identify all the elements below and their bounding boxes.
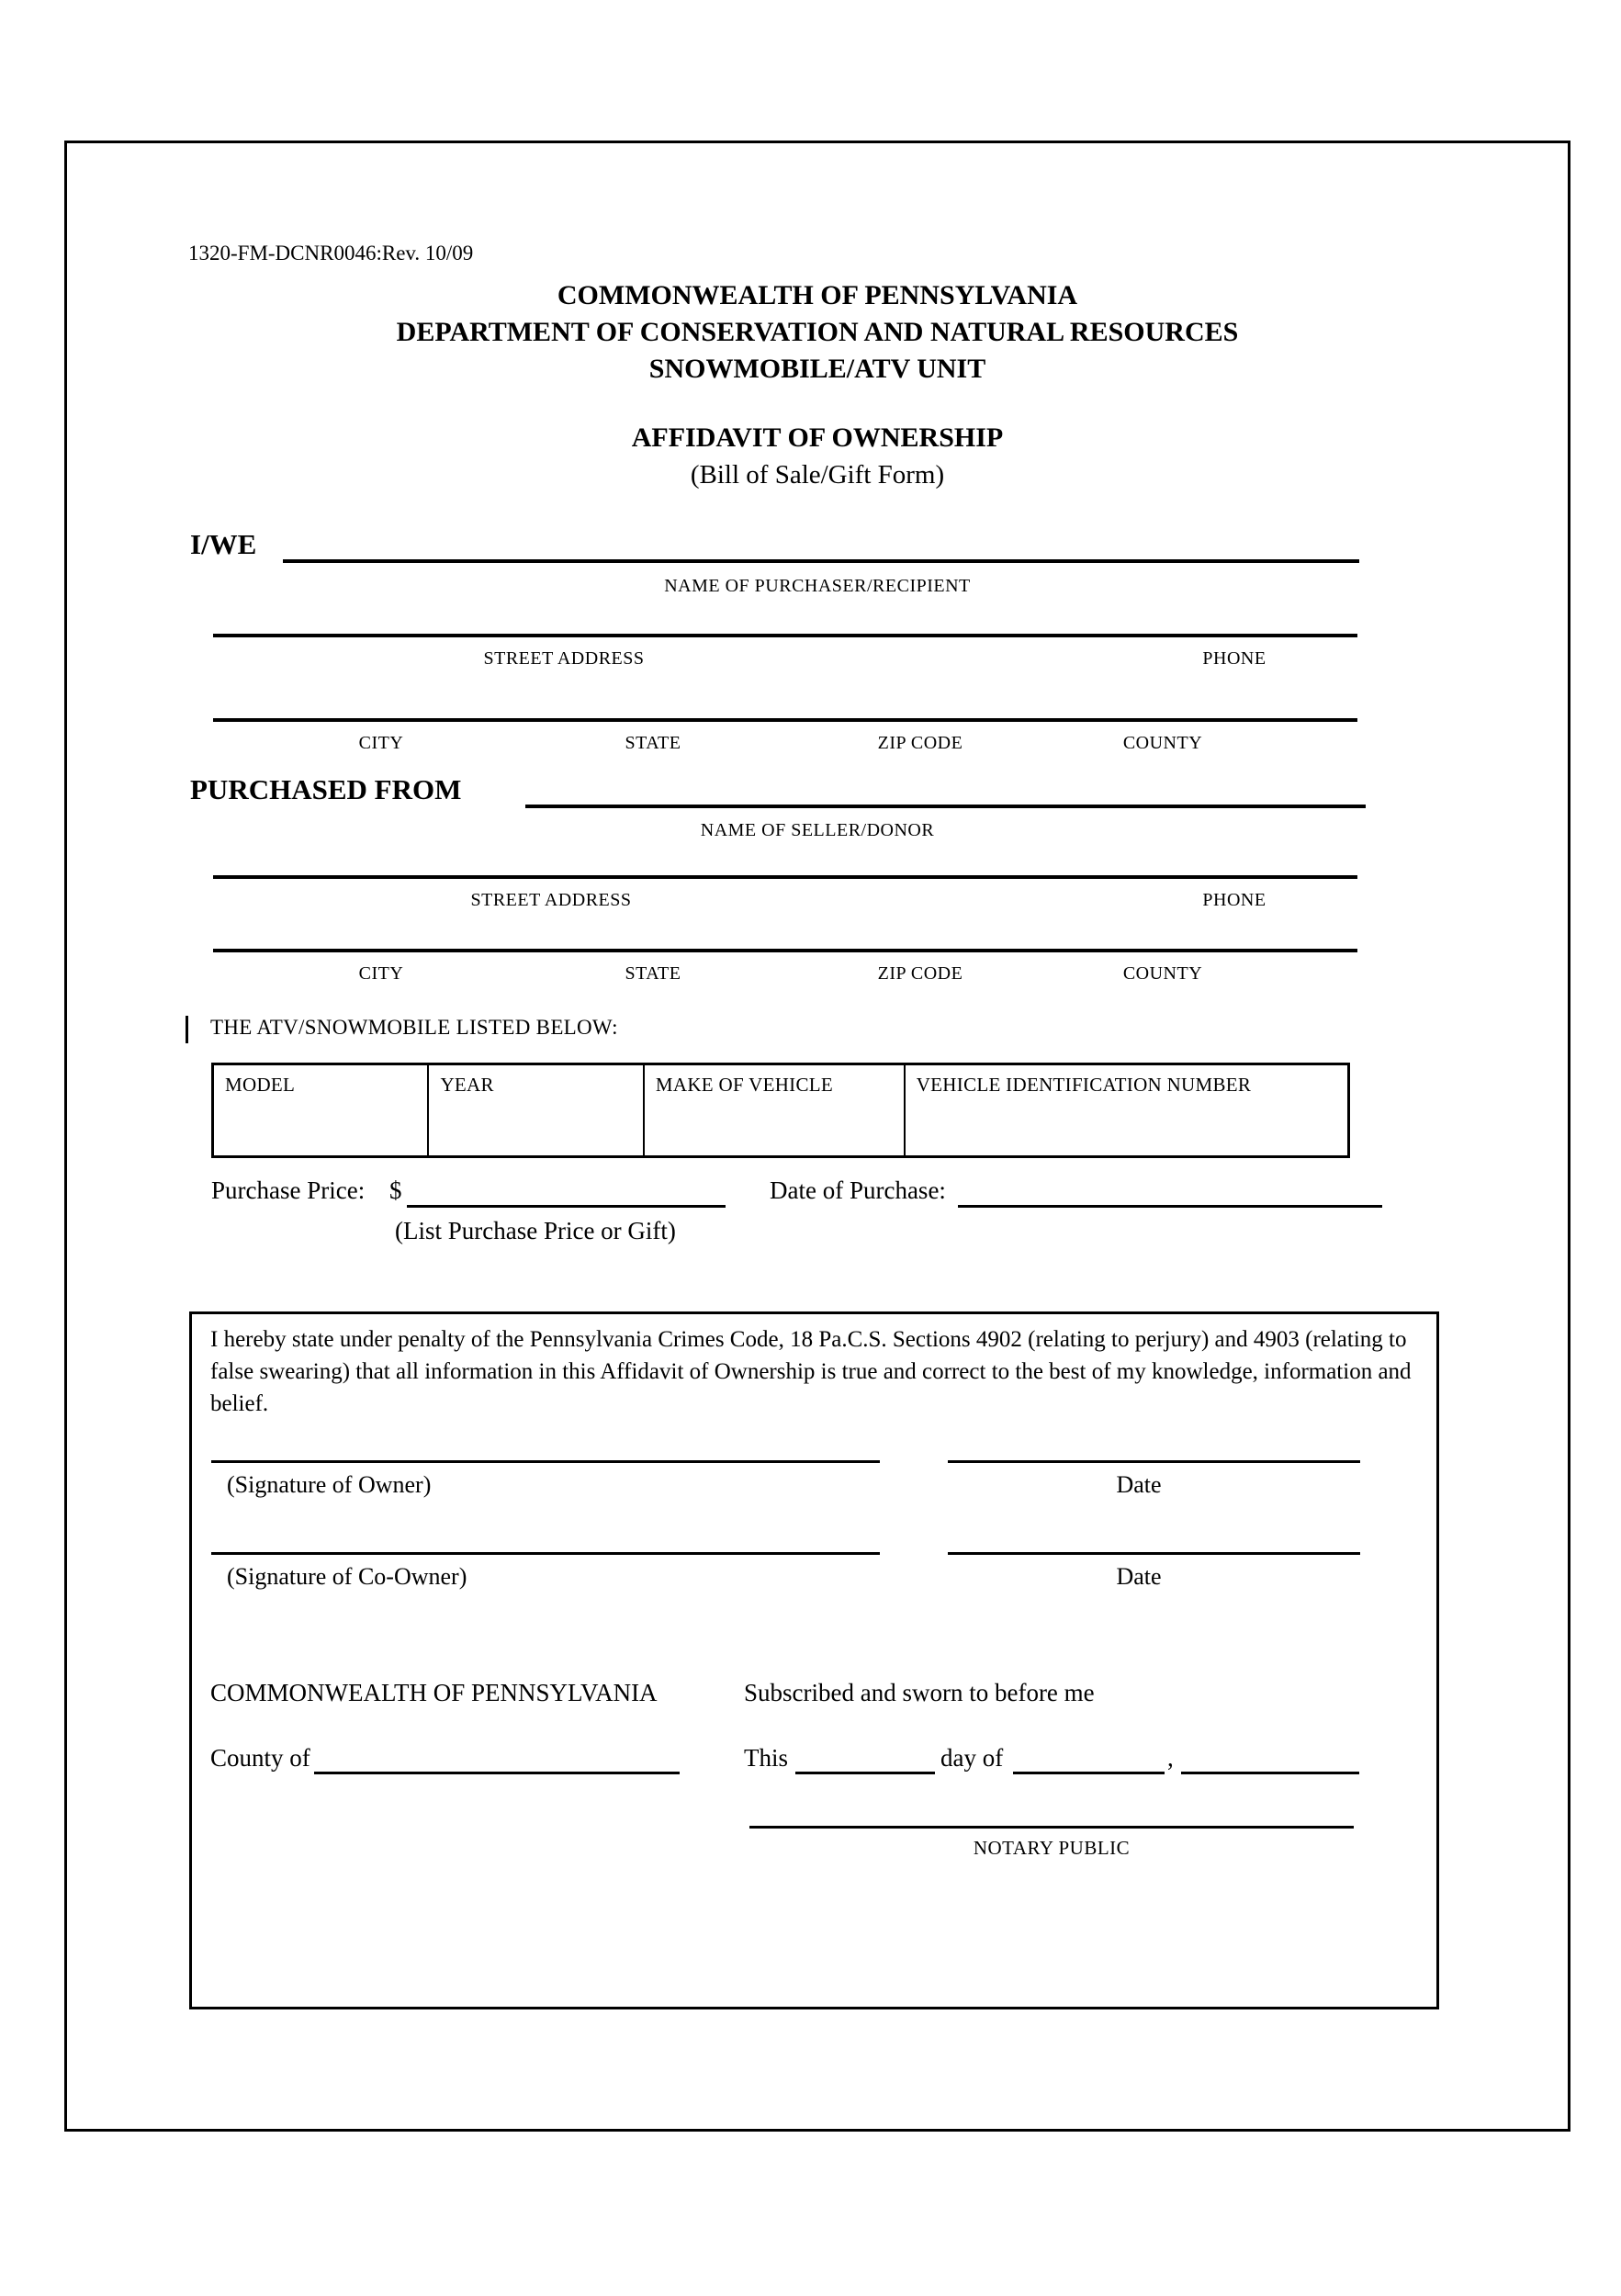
purchase-date-field[interactable]: [958, 1176, 1382, 1208]
coowner-signature-field[interactable]: [211, 1552, 880, 1555]
header-org-line2: DEPARTMENT OF CONSERVATION AND NATURAL RESOURCES: [396, 317, 1239, 347]
notary-county-field[interactable]: [314, 1744, 680, 1774]
header-org-line3: SNOWMOBILE/ATV UNIT: [648, 354, 986, 384]
notary-sworn-label: Subscribed and sworn to before me: [744, 1679, 1095, 1706]
purchase-price-label: Purchase Price:: [211, 1176, 366, 1204]
purchaser-state-caption: STATE: [625, 733, 681, 753]
notary-county-label: County of: [210, 1744, 310, 1772]
notary-public-caption: NOTARY PUBLIC: [973, 1837, 1131, 1859]
owner-signature-field[interactable]: [211, 1460, 880, 1463]
header-block: [64, 277, 1570, 388]
vehicle-intro-label: THE ATV/SNOWMOBILE LISTED BELOW:: [210, 1016, 618, 1039]
notary-year-field[interactable]: [1181, 1744, 1359, 1774]
purchase-date-label: Date of Purchase:: [770, 1176, 946, 1204]
coowner-date-caption: Date: [1116, 1563, 1162, 1590]
notary-day-field[interactable]: [795, 1744, 935, 1774]
purchaser-city-state-zip-field[interactable]: [213, 718, 1357, 722]
purchaser-prefix-label: I/WE: [190, 528, 257, 560]
notary-commonwealth-label: COMMONWEALTH OF PENNSYLVANIA: [210, 1679, 658, 1706]
affidavit-statement: I hereby state under penalty of the Pennsylvania Crimes Code, 18 Pa.C.S. Sections 4902 (relating to perjury) and 4903 (relating to false swearing) that all information in this Affidavit of Ownership is true and correct to the best of my knowledge, information and belief.: [210, 1327, 1412, 1416]
purchaser-city-caption: CITY: [358, 733, 404, 753]
seller-state-caption: STATE: [625, 963, 681, 984]
purchaser-street-caption: STREET ADDRESS: [483, 648, 645, 669]
seller-name-caption: NAME OF SELLER/DONOR: [700, 820, 935, 840]
vehicle-table: [211, 1063, 1350, 1158]
notary-signature-field[interactable]: [749, 1826, 1354, 1829]
notary-comma: ,: [1167, 1744, 1174, 1772]
header-org-line1: COMMONWEALTH OF PENNSYLVANIA: [557, 280, 1078, 310]
seller-address-field[interactable]: [213, 875, 1357, 879]
seller-county-caption: COUNTY: [1122, 963, 1203, 984]
purchaser-address-field[interactable]: [213, 634, 1357, 637]
seller-street-caption: STREET ADDRESS: [470, 890, 632, 910]
form-title: AFFIDAVIT OF OWNERSHIP: [631, 422, 1004, 453]
purchaser-phone-caption: PHONE: [1202, 648, 1266, 669]
seller-zip-caption: ZIP CODE: [877, 963, 963, 984]
coowner-signature-caption: (Signature of Co-Owner): [227, 1563, 467, 1590]
vehicle-vin-cell[interactable]: [906, 1065, 1347, 1155]
owner-date-caption: Date: [1116, 1471, 1162, 1498]
purchaser-zip-caption: ZIP CODE: [877, 733, 963, 753]
notary-month-field[interactable]: [1013, 1744, 1165, 1774]
seller-city-state-zip-field[interactable]: [213, 949, 1357, 952]
vehicle-model-cell[interactable]: [214, 1065, 429, 1155]
purchaser-county-caption: COUNTY: [1122, 733, 1203, 753]
form-subtitle: (Bill of Sale/Gift Form): [690, 460, 945, 490]
purchaser-name-caption: NAME OF PURCHASER/RECIPIENT: [664, 576, 971, 596]
vehicle-year-header: YEAR: [440, 1074, 494, 1096]
purchase-price-field[interactable]: [407, 1176, 726, 1208]
seller-city-caption: CITY: [358, 963, 404, 984]
vehicle-vin-header: VEHICLE IDENTIFICATION NUMBER: [916, 1074, 1252, 1096]
notary-dayof-label: day of: [940, 1744, 1004, 1772]
seller-prefix-label: PURCHASED FROM: [190, 773, 462, 805]
coowner-date-field[interactable]: [948, 1552, 1360, 1555]
notary-this-label: This: [744, 1744, 789, 1772]
form-number: 1320-FM-DCNR0046:Rev. 10/09: [188, 242, 474, 264]
vehicle-model-header: MODEL: [225, 1074, 296, 1096]
currency-symbol: $: [389, 1176, 402, 1204]
owner-date-field[interactable]: [948, 1460, 1360, 1463]
owner-signature-caption: (Signature of Owner): [227, 1471, 432, 1498]
vehicle-year-cell[interactable]: [429, 1065, 644, 1155]
seller-name-field[interactable]: [525, 782, 1366, 808]
seller-phone-caption: PHONE: [1202, 890, 1266, 910]
purchaser-name-field[interactable]: [283, 537, 1359, 563]
revision-change-bar: [186, 1016, 188, 1043]
vehicle-make-header: MAKE OF VEHICLE: [655, 1074, 834, 1096]
purchase-price-note: (List Purchase Price or Gift): [395, 1217, 676, 1244]
vehicle-make-cell[interactable]: [645, 1065, 906, 1155]
